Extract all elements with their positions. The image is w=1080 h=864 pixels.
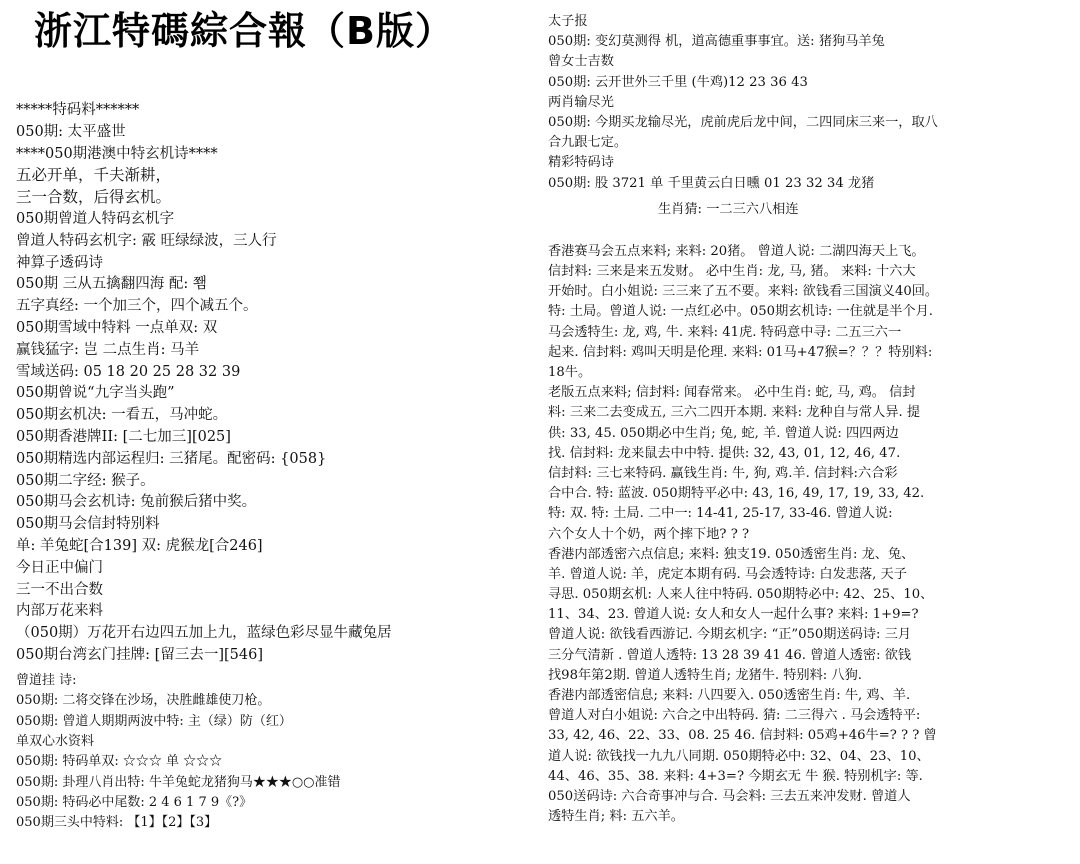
left-small-lines-line: 050期三头中特料: 【1】【2】【3】 (16, 815, 218, 831)
right-body-line: 曾道人说: 欲钱看西游记. 今期玄机字: “正”050期送码诗: 三月 (548, 627, 912, 643)
left-lines-line: 050期精选内部运程归: 三猪尾。配密码: {058} (16, 450, 327, 467)
right-body-line: 18牛。 (548, 365, 592, 380)
right-body-line: 羊. 曾道人说: 羊，虎定本期有码. 马会透特诗: 白发悲落, 天子 (548, 566, 907, 582)
left-lines-line: 050期二字经: 猴子。 (16, 472, 155, 489)
left-lines-line: 050期香港牌II: [二七加三][025] (16, 428, 231, 445)
left-small-lines-line: 050期: 卦理八肖出特: 牛羊兔蛇龙猪狗马★★★○○准错 (16, 774, 341, 790)
right-column (548, 12, 1068, 827)
left-lines-line: 050期台湾玄门挂牌: [留三去一][546] (16, 646, 263, 663)
right-body-line: 香港赛马会五点来料; 来料: 20猪。 曾道人说: 二湖四海天上飞。 (548, 243, 925, 259)
right-body-line: 三分气清新 . 曾道人透特: 13 28 39 41 46. 曾道人透密: 欲钱 (548, 647, 912, 663)
left-lines-line: 050期曾道人特码玄机字 (16, 210, 175, 227)
right-body-line: 找. 信封料: 龙来鼠去中中特. 提供: 32, 43, 01, 12, 46, 47. (548, 445, 901, 461)
right-top-line: 050期: 变幻莫测得 机，道高德重事事宜。送: 猪狗马羊兔 (548, 34, 885, 50)
right-body-line: 料: 三来二去变成五, 三六二四开本期. 来料: 龙种自与常人异. 提 (548, 405, 921, 421)
left-small-lines-line: 050期: 曾道人期期两波中特: 主（绿）防（红） (16, 713, 292, 729)
left-lines-line: 神算子透码诗 (16, 254, 103, 271)
right-body-line: 特: 土局。曾道人说: 一点红必中。050期玄机诗: 一住就是半个月. (548, 304, 933, 320)
spacer (548, 220, 1068, 242)
right-body-line: 老版五点来料; 信封料: 闻春常来。 必中生肖: 蛇, 马, 鸡。 信封 (548, 385, 916, 401)
right-top-line: 两肖输尽光 (548, 94, 614, 110)
right-body-line: 透特生肖; 料: 五六羊。 (548, 809, 684, 825)
left-small-lines-line: 050期: 特码单双: ☆☆☆ 单 ☆☆☆ (16, 754, 223, 770)
right-body-line: 六个女人十个奶，两个摔下地? ? ? (548, 526, 750, 542)
right-body-line: 合中合. 特: 蓝波. 050期特平必中: 43, 16, 49, 17, 19, 33, 42. (548, 486, 925, 502)
right-body-line: 寻思. 050期玄机: 人来人往中特码. 050期特必中: 42、25、10、 (548, 587, 934, 603)
right-body-line: 特: 双. 特: 土局. 二中一: 14-41, 25-17, 33-46. 曾道人说: (548, 506, 893, 522)
left-lines-line: 五必开单，千夫渐耕， (16, 166, 172, 185)
right-body-line: 找98年第2期. 曾道人透特生肖; 龙猪牛. 特别料: 八狗. (548, 667, 862, 683)
right-body-line: 香港内部透密六点信息; 来料: 独支19. 050透密生肖: 龙、兔、 (548, 546, 915, 562)
left-lines-line: 050期 三从五擒翻四海 配: 쬄 (16, 276, 207, 293)
left-lines-line: 赢钱猛字: 岂 二点生肖: 马羊 (16, 341, 200, 358)
right-top-line: 生肖猜: 一二三六八相连 (658, 201, 799, 217)
left-lines-line: 050期雪域中特料 一点单双: 双 (16, 319, 218, 336)
left-lines-line: 单: 羊兔蛇[合139] 双: 虎猴龙[合246] (16, 537, 263, 554)
right-body-line: 11、34、23. 曾道人说: 女人和女人一起什么事? 来料: 1+9=? (548, 607, 919, 623)
right-body-line: 信封料: 三七来特码. 赢钱生肖: 牛, 狗, 鸡.羊. 信封料:六合彩 (548, 465, 898, 481)
right-body-line: 马会透特生: 龙, 鸡, 牛. 来料: 41虎. 特码意中寻: 二五三六一 (548, 324, 902, 340)
right-body-line: 050送码诗: 六合奇事冲与合. 马会料: 三去五来冲发财. 曾道人 (548, 788, 911, 804)
right-body-line: 起来. 信封料: 鸡叫天明是伦理. 来料: 01马+47猴=？？？特别料: (548, 344, 933, 360)
right-body-line: 开始时。白小姐说: 三三来了五不要。来料: 欲钱看三国演义40回。 (548, 284, 939, 300)
left-lines-line: 曾道人特码玄机字: 霰 旺绿绿波，三人行 (16, 232, 277, 249)
left-lines-line: 内部万花来料 (16, 603, 103, 620)
left-small-lines-line: 单双心水资料 (16, 733, 95, 749)
page-title: 浙江特碼綜合報（B版） (34, 9, 454, 53)
left-small-lines-line: 曾道挂 诗: (16, 672, 77, 688)
left-small-lines-line: 050期: 二将交锋在沙场，决胜雌雄使刀枪。 (16, 693, 271, 709)
left-lines-line: （050期）万花开右边四五加上九，蓝绿色彩尽显牛藏兔居 (16, 625, 392, 642)
left-lines-line: 050期玄机决: 一看五，马冲蛇。 (16, 407, 228, 424)
left-lines-line: 五字真经: 一个加三个，四个减五个。 (16, 298, 258, 315)
right-body-line: 曾道人对白小姐说: 六合之中出特码. 猜: 二三得六 . 马会透特平: (548, 708, 921, 724)
left-column (16, 100, 516, 834)
right-top-line: 曾女士吉数 (548, 54, 614, 70)
left-lines-line: 050期: 太平盛世 (16, 123, 126, 140)
right-body-line: 33, 42, 46、22、33、08. 25 46. 信封料: 05鸡+46牛=? ? ? 曾 (548, 728, 937, 744)
left-lines-line: 雪域送码: 05 18 20 25 28 32 39 (16, 363, 241, 380)
right-top-line: 精彩特码诗 (548, 155, 614, 171)
left-lines-line: 050期马会信封特别料 (16, 516, 160, 533)
right-body-line: 信封料: 三来是来五发财。 必中生肖: 龙, 马, 猪。 来料: 十六大 (548, 264, 916, 280)
left-lines-line: 050期马会玄机诗: 兔前猴后猪中奖。 (16, 494, 257, 511)
right-body-line: 供: 33, 45. 050期必中生肖; 兔, 蛇, 羊. 曾道人说: 四四两边 (548, 425, 899, 441)
right-top-line: 050期: 云开世外三千里 (牛鸡)12 23 36 43 (548, 74, 808, 90)
right-top-line: 太子报 (548, 14, 588, 29)
right-body-line: 44、46、35、38. 来料: 4+3=? 今期玄无 牛 猴. 特别机字: 等. (548, 768, 923, 784)
left-lines-line: 三一合数，后得玄机。 (16, 188, 172, 207)
left-lines-line: *****特码料****** (16, 102, 140, 118)
left-lines-line: 今日正中偏门 (16, 559, 103, 576)
left-lines-line: ****050期港澳中特玄机诗**** (16, 145, 218, 162)
left-lines-line: 三一不出合数 (16, 581, 103, 598)
right-top-line: 050期: 今期买龙输尽光，虎前虎后龙中间，二四同床三来一，取八 (548, 114, 938, 130)
left-small-lines-line: 050期: 特码必中尾数: 2 4 6 1 7 9《?》 (16, 795, 253, 811)
right-body-line: 道人说: 欲钱找一九九八同期. 050期特必中: 32、04、23、10、 (548, 748, 930, 764)
right-top-line: 050期: 股 3721 单 千里黄云白日曛 01 23 32 34 龙猪 (548, 175, 875, 191)
right-body-line: 香港内部透密信息; 来料: 八四要入. 050透密生肖: 牛, 鸡、羊. (548, 688, 911, 703)
right-top-line: 合九跟七定。 (548, 135, 628, 151)
left-lines-line: 050期曾说“九字当头跑” (16, 385, 175, 402)
